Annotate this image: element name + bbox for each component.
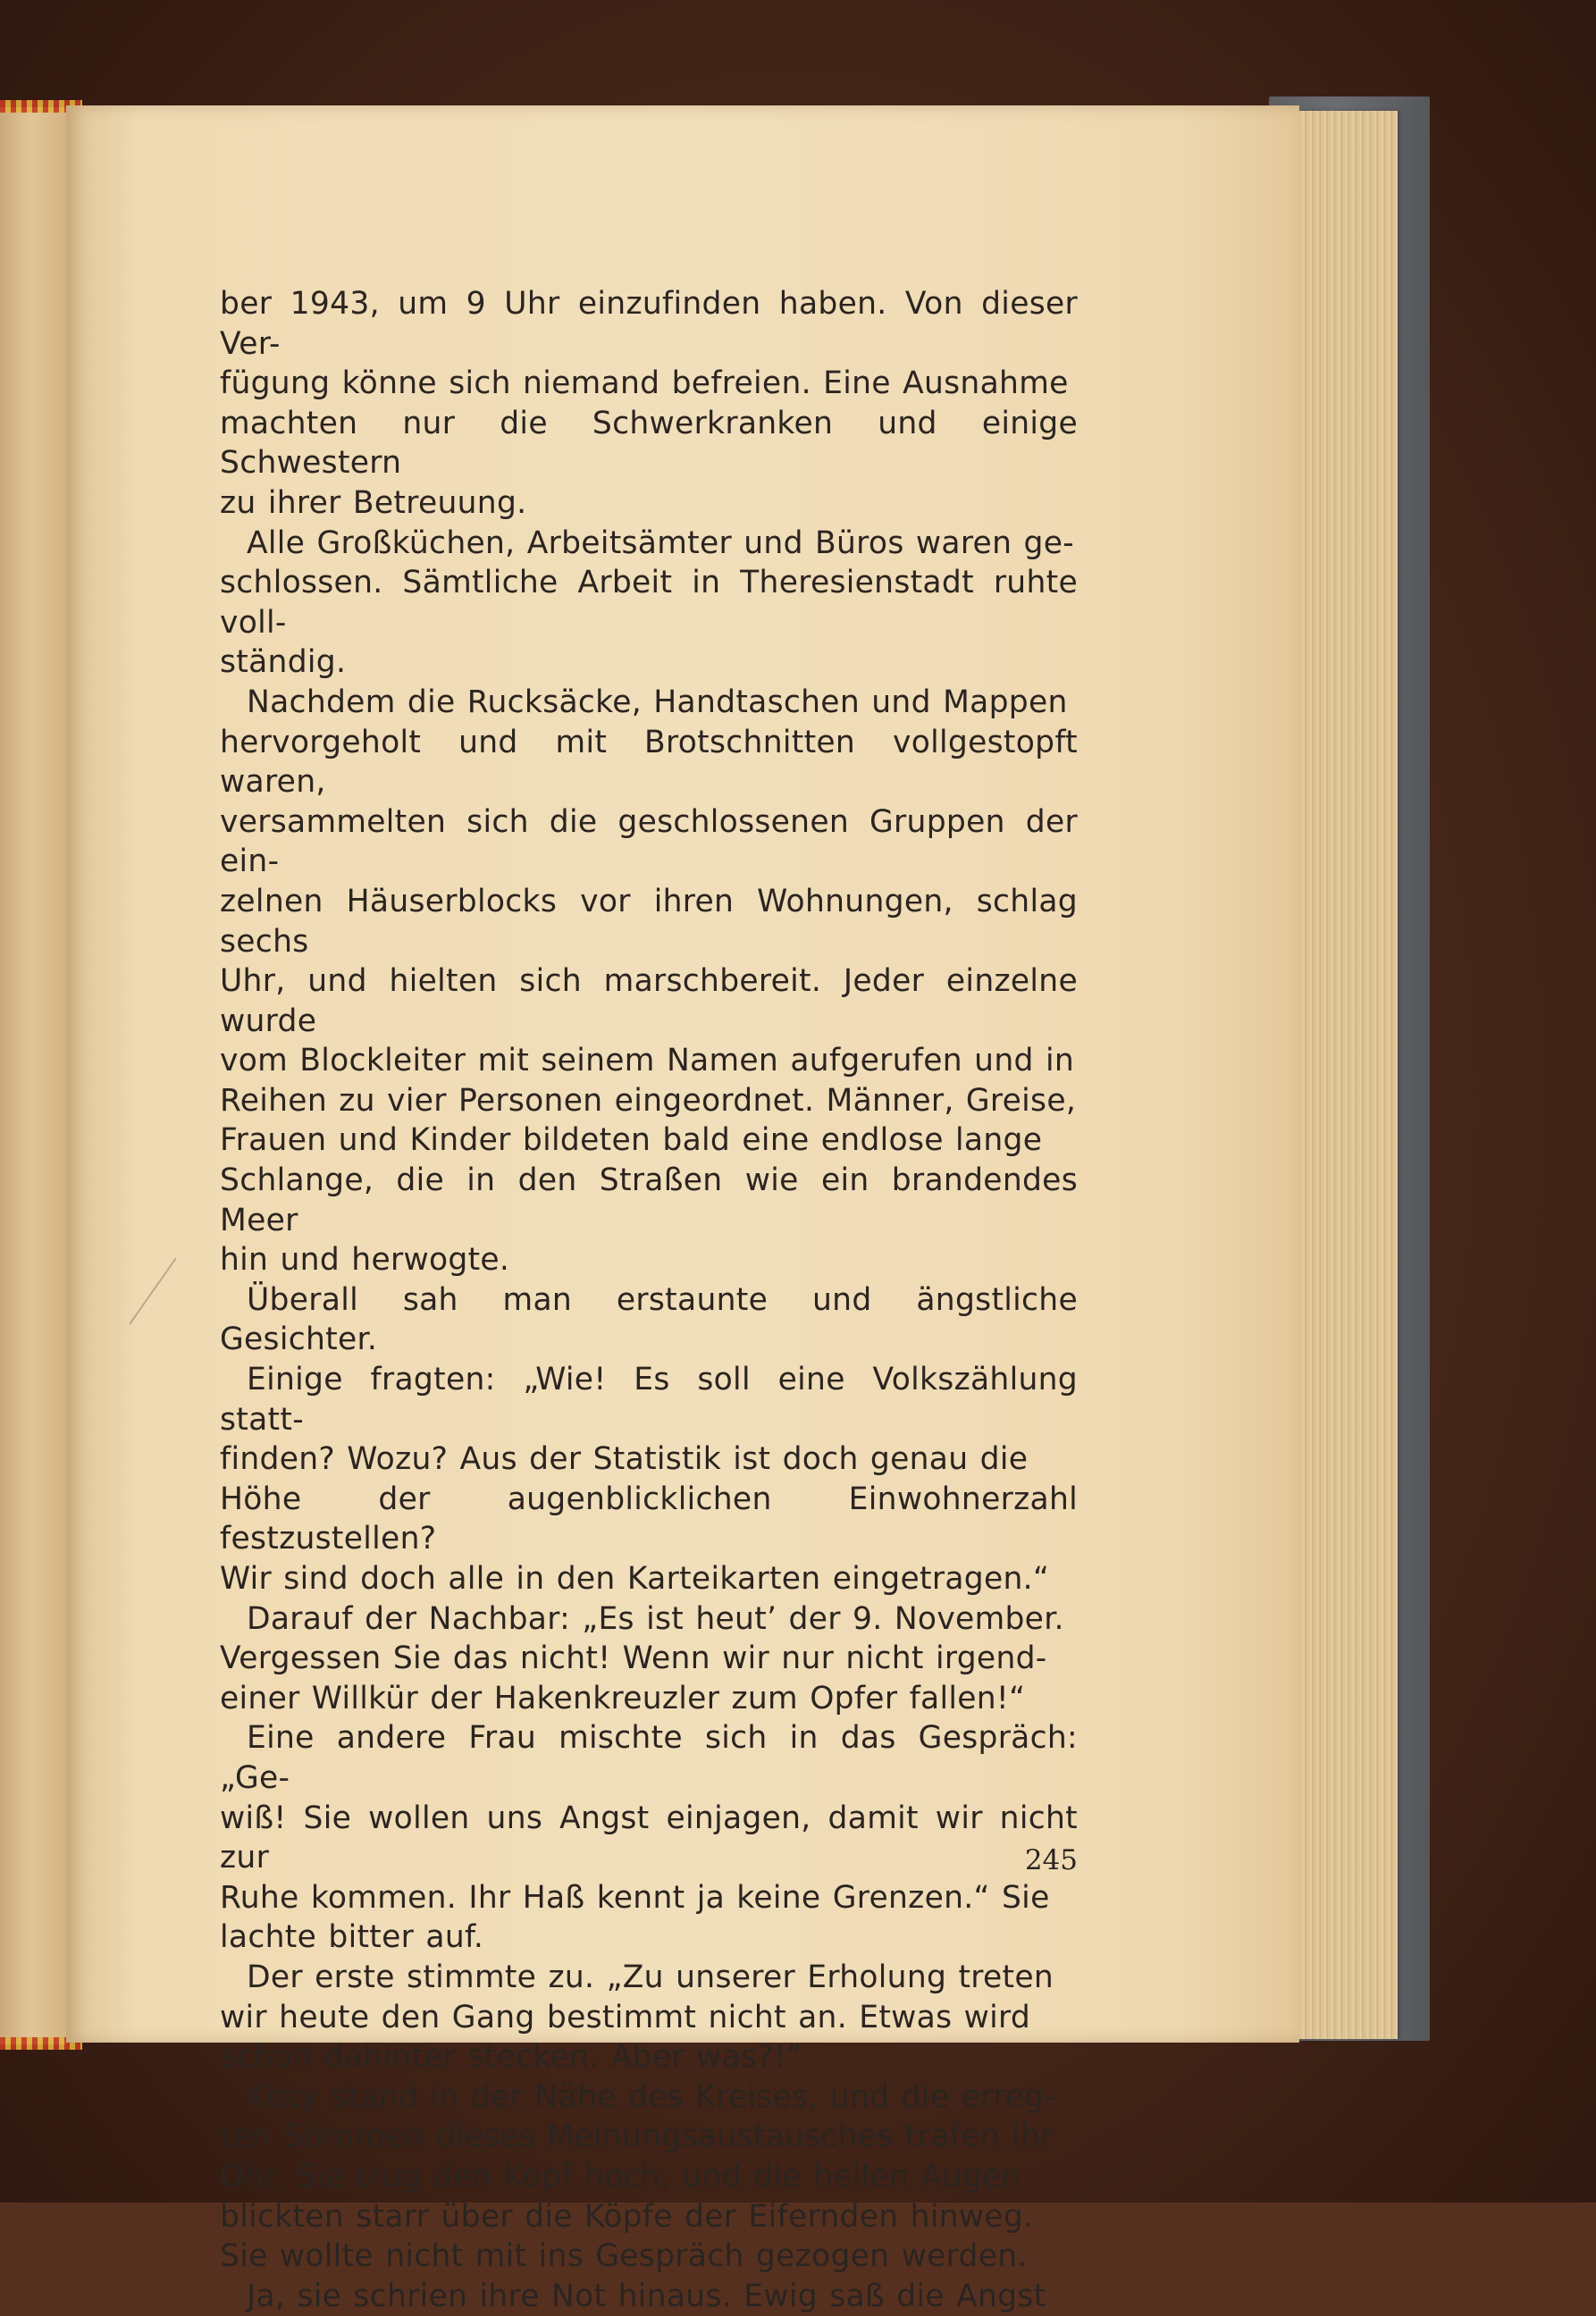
text-line: blickten starr über die Köpfe der Eifernden hinweg. — [220, 2198, 1034, 2235]
page-number: 245 — [1024, 1844, 1078, 1876]
text-line: zu ihrer Betreuung. — [220, 484, 527, 521]
text-line: wir heute den Gang bestimmt nicht an. Etwas wird — [220, 1999, 1031, 2035]
left-page-edge — [0, 107, 68, 2044]
text-line: ber 1943, um 9 Uhr einzufinden haben. Von dieser Ver- — [220, 286, 1078, 362]
text-line: schon dahinter stecken. Aber was?!“ — [220, 2039, 803, 2076]
text-line: wiß! Sie wollen uns Angst einjagen, damit wir nicht zur — [220, 1800, 1078, 1876]
text-line: Reihen zu vier Personen eingeordnet. Männer, Greise, — [220, 1082, 1077, 1119]
text-line: Wir sind doch alle in den Karteikarten eingetragen.“ — [220, 1561, 1050, 1597]
page-edges — [1294, 111, 1398, 2039]
text-line: Frauen und Kinder bildeten bald eine endlose lange — [220, 1122, 1043, 1159]
text-line: Uhr, und hielten sich marschbereit. Jeder einzelne wurde — [220, 963, 1078, 1039]
body-text — [220, 284, 1078, 2316]
text-line: Sie wollte nicht mit ins Gespräch gezogen werden. — [220, 2238, 1028, 2275]
text-line: vom Blockleiter mit seinem Namen aufgerufen und in — [220, 1043, 1075, 1079]
text-line: Ruhe kommen. Ihr Haß kennt ja keine Grenzen.“ Sie — [220, 1879, 1050, 1916]
text-line: Alle Großküchen, Arbeitsämter und Büros waren ge- — [247, 524, 1074, 561]
text-line: Vergessen Sie das nicht! Wenn wir nur nicht irgend- — [220, 1640, 1047, 1677]
text-line: Einige fragten: „Wie! Es soll eine Volkszählung statt- — [220, 1362, 1078, 1438]
text-line: Der erste stimmte zu. „Zu unserer Erholung treten — [247, 1959, 1054, 1995]
text-line: ten Stimmen dieses Meinungsaustausches trafen ihr — [220, 2119, 1054, 2155]
text-line: Darauf der Nachbar: „Es ist heut’ der 9. November. — [247, 1600, 1064, 1637]
text-line: finden? Wozu? Aus der Statistik ist doch genau die — [220, 1441, 1029, 1478]
text-line: lachte bitter auf. — [220, 1919, 484, 1956]
text-line: Höhe der augenblicklichen Einwohnerzahl festzustellen? — [220, 1481, 1078, 1557]
text-line: zelnen Häuserblocks vor ihren Wohnungen, schlag sechs — [220, 883, 1078, 960]
text-line: Schlange, die in den Straßen wie ein brandendes Meer — [220, 1162, 1078, 1238]
text-line: hervorgeholt und mit Brotschnitten vollgestopft waren, — [220, 724, 1078, 801]
text-line: Nachdem die Rucksäcke, Handtaschen und Mappen — [247, 684, 1068, 720]
text-line: hin und herwogte. — [220, 1242, 510, 1279]
text-line: einer Willkür der Hakenkreuzler zum Opfer fallen!“ — [220, 1680, 1026, 1716]
text-line: fügung könne sich niemand befreien. Eine Ausnahme — [220, 365, 1069, 402]
text-line: ständig. — [220, 644, 347, 681]
text-line: Überall sah man erstaunte und ängstliche Gesichter. — [220, 1281, 1078, 1358]
text-line: Eine andere Frau mischte sich in das Gespräch: „Ge- — [220, 1720, 1078, 1796]
text-line: Ja, sie schrien ihre Not hinaus. Ewig saß die Angst — [247, 2278, 1046, 2314]
text-line: machten nur die Schwerkranken und einige Schwestern — [220, 405, 1078, 482]
text-line: Kitty stand in der Nähe des Kreises, und die erreg- — [247, 2078, 1056, 2115]
text-line: versammelten sich die geschlossenen Gruppen der ein- — [220, 803, 1078, 880]
text-line: schlossen. Sämtliche Arbeit in Theresienstadt ruhte voll- — [220, 565, 1078, 641]
text-line: Ohr. Sie trug den Kopf hoch, und die hellen Augen — [220, 2158, 1021, 2194]
